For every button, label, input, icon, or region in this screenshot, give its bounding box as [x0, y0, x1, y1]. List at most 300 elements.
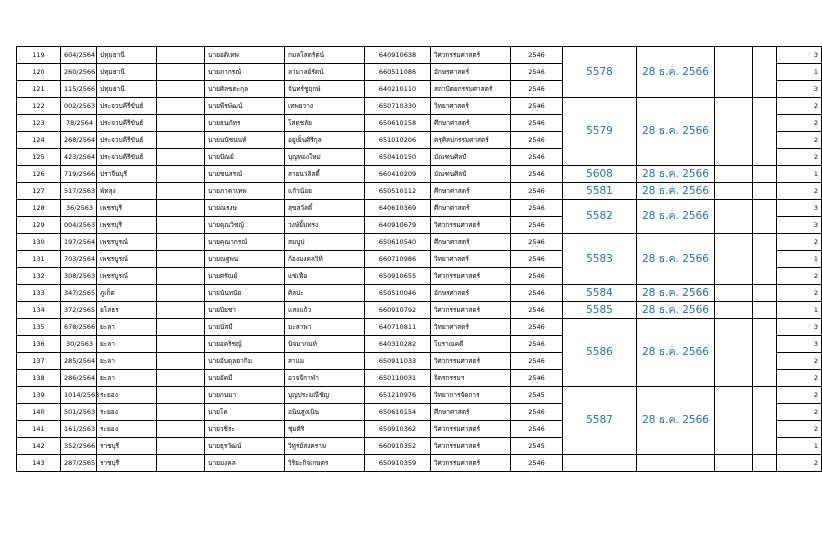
count-cell: 3 — [777, 47, 822, 64]
faculty-cell: วิทยาการจัดการ — [431, 387, 511, 404]
empty-cell — [715, 166, 753, 183]
row-number-cell: 134 — [17, 302, 61, 319]
count-cell: 3 — [777, 200, 822, 217]
table-body — [17, 47, 822, 472]
table-row — [17, 47, 822, 64]
count-cell: 1 — [777, 438, 822, 455]
empty-cell — [157, 285, 205, 302]
receipt-date-cell: 28 ธ.ค. 2566 — [637, 302, 715, 319]
table-row — [17, 166, 822, 183]
count-cell: 2 — [777, 115, 822, 132]
student-id-cell: 650910362 — [365, 421, 431, 438]
receipt-date-cell: 28 ธ.ค. 2566 — [637, 47, 715, 98]
count-cell: 2 — [777, 183, 822, 200]
empty-cell — [753, 234, 777, 285]
student-id-cell: 651210976 — [365, 387, 431, 404]
province-cell: เพชรบูรณ์ — [97, 234, 157, 251]
document-number-cell: 78/2564 — [61, 115, 97, 132]
first-name-cell: นายอับดุลฮากิม — [205, 353, 285, 370]
year-cell: 2546 — [511, 183, 563, 200]
year-cell: 2546 — [511, 149, 563, 166]
empty-cell — [157, 234, 205, 251]
province-cell: ปราจีนบุรี — [97, 166, 157, 183]
table-row — [17, 319, 822, 336]
empty-cell — [157, 353, 205, 370]
faculty-cell: วิศวกรรมศาสตร์ — [431, 455, 511, 472]
row-number-cell: 130 — [17, 234, 61, 251]
faculty-cell: ศึกษาศาสตร์ — [431, 183, 511, 200]
province-cell: เพชรบุรี — [97, 200, 157, 217]
first-name-cell: นายพีรพัฒน์ — [205, 98, 285, 115]
faculty-cell: วิศวกรรมศาสตร์ — [431, 438, 511, 455]
first-name-cell: นายปัณย์ — [205, 149, 285, 166]
province-cell: เพชรบูรณ์ — [97, 268, 157, 285]
empty-cell — [753, 98, 777, 166]
count-cell: 2 — [777, 370, 822, 387]
document-number-cell: 260/2566 — [61, 64, 97, 81]
document-number-cell: 268/2564 — [61, 132, 97, 149]
faculty-cell: สถาปัตยกรรมศาสตร์ — [431, 81, 511, 98]
empty-cell — [157, 64, 205, 81]
row-number-cell: 132 — [17, 268, 61, 285]
student-id-cell: 650110031 — [365, 370, 431, 387]
table-row — [17, 98, 822, 115]
row-number-cell: 131 — [17, 251, 61, 268]
document-number-cell: 352/2566 — [61, 438, 97, 455]
faculty-cell: โบราณคดี — [431, 336, 511, 353]
last-name-cell: ชุ่มศิริ — [285, 421, 365, 438]
document-number-cell: 36/2563 — [61, 200, 97, 217]
count-cell: 3 — [777, 336, 822, 353]
year-cell: 2546 — [511, 115, 563, 132]
faculty-cell: ศึกษาศาสตร์ — [431, 200, 511, 217]
first-name-cell: นายณฐพน — [205, 251, 285, 268]
empty-cell — [157, 149, 205, 166]
row-number-cell: 135 — [17, 319, 61, 336]
year-cell: 2546 — [511, 98, 563, 115]
province-cell: พัทลุง — [97, 183, 157, 200]
year-cell: 2545 — [511, 387, 563, 404]
last-name-cell: อยู่เย็นศิริกุล — [285, 132, 365, 149]
receipt-date-cell: 28 ธ.ค. 2566 — [637, 285, 715, 302]
first-name-cell: นายธุรวัฒน์ — [205, 438, 285, 455]
first-name-cell: นายอดิเทพ — [205, 47, 285, 64]
year-cell: 2546 — [511, 251, 563, 268]
year-cell: 2546 — [511, 370, 563, 387]
row-number-cell: 125 — [17, 149, 61, 166]
empty-cell — [753, 183, 777, 200]
empty-cell — [157, 387, 205, 404]
count-cell: 2 — [777, 285, 822, 302]
receipt-number-cell: 5581 — [563, 183, 637, 200]
document-number-cell: 197/2564 — [61, 234, 97, 251]
province-cell: ปทุมธานี — [97, 47, 157, 64]
receipt-date-cell: 28 ธ.ค. 2566 — [637, 183, 715, 200]
empty-cell — [715, 455, 753, 472]
empty-cell — [157, 217, 205, 234]
province-cell: ประจวบคีรีขันธ์ — [97, 149, 157, 166]
province-cell: ภูเก็ต — [97, 285, 157, 302]
row-number-cell: 138 — [17, 370, 61, 387]
table-row — [17, 455, 822, 472]
faculty-cell: อักษรศาสตร์ — [431, 285, 511, 302]
empty-cell — [157, 115, 205, 132]
empty-cell — [753, 166, 777, 183]
first-name-cell: นายคุณากรณ์ — [205, 234, 285, 251]
student-id-cell: 650710330 — [365, 98, 431, 115]
last-name-cell: วิทูรย์สงคราม — [285, 438, 365, 455]
last-name-cell: โสดชลัย — [285, 115, 365, 132]
empty-cell — [157, 166, 205, 183]
student-id-cell: 650610158 — [365, 115, 431, 132]
row-number-cell: 139 — [17, 387, 61, 404]
province-cell: ประจวบคีรีขันธ์ — [97, 115, 157, 132]
row-number-cell: 140 — [17, 404, 61, 421]
row-number-cell: 120 — [17, 64, 61, 81]
empty-cell — [715, 285, 753, 302]
count-cell: 2 — [777, 98, 822, 115]
faculty-cell: ศึกษาศาสตร์ — [431, 404, 511, 421]
receipt-number-cell: 5587 — [563, 387, 637, 455]
row-number-cell: 119 — [17, 47, 61, 64]
faculty-cell: วิศวกรรมศาสตร์ — [431, 302, 511, 319]
empty-cell — [157, 183, 205, 200]
empty-cell — [753, 387, 777, 455]
count-cell: 2 — [777, 387, 822, 404]
empty-cell — [157, 370, 205, 387]
province-cell: ปทุมธานี — [97, 64, 157, 81]
year-cell: 2546 — [511, 47, 563, 64]
table-row — [17, 302, 822, 319]
last-name-cell: ลามาลย์รัตน์ — [285, 64, 365, 81]
student-id-cell: 640910679 — [365, 217, 431, 234]
faculty-cell: วิทยาศาสตร์ — [431, 251, 511, 268]
faculty-cell: ครุศิลปกรรมศาสตร์ — [431, 132, 511, 149]
receipt-number-cell: 5585 — [563, 302, 637, 319]
receipt-date-cell: 28 ธ.ค. 2566 — [637, 98, 715, 166]
row-number-cell: 133 — [17, 285, 61, 302]
faculty-cell: วิศวกรรมศาสตร์ — [431, 217, 511, 234]
student-id-cell: 640210110 — [365, 81, 431, 98]
year-cell: 2546 — [511, 353, 563, 370]
empty-cell — [157, 319, 205, 336]
province-cell: ยะลา — [97, 353, 157, 370]
first-name-cell: นายอัคมี — [205, 370, 285, 387]
empty-cell — [715, 200, 753, 234]
first-name-cell: นายณรงษ — [205, 200, 285, 217]
province-cell: ประจวบคีรีขันธ์ — [97, 132, 157, 149]
table-row — [17, 200, 822, 217]
document-number-cell: 161/2563 — [61, 421, 97, 438]
document-number-cell: 604/2564 — [61, 47, 97, 64]
last-name-cell: สายนวลิสดี้ — [285, 166, 365, 183]
count-cell: 3 — [777, 319, 822, 336]
province-cell: ยะลา — [97, 370, 157, 387]
receipt-date-cell: 28 ธ.ค. 2566 — [637, 319, 715, 387]
empty-cell — [715, 47, 753, 98]
year-cell: 2546 — [511, 302, 563, 319]
receipt-date-cell: 28 ธ.ค. 2566 — [637, 234, 715, 285]
faculty-cell: วิศวกรรมศาสตร์ — [431, 47, 511, 64]
empty-cell — [753, 319, 777, 387]
first-name-cell: นายชนสรณ์ — [205, 166, 285, 183]
receipt-number-cell: 5584 — [563, 285, 637, 302]
document-number-cell: 115/2566 — [61, 81, 97, 98]
province-cell: ระยอง — [97, 404, 157, 421]
empty-cell — [157, 455, 205, 472]
year-cell: 2546 — [511, 268, 563, 285]
year-cell: 2546 — [511, 421, 563, 438]
last-name-cell: บุญประมณีชัญ — [285, 387, 365, 404]
count-cell: 2 — [777, 268, 822, 285]
student-id-cell: 650410150 — [365, 149, 431, 166]
student-id-cell: 660910792 — [365, 302, 431, 319]
count-cell: 1 — [777, 166, 822, 183]
receipt-number-cell: 5583 — [563, 234, 637, 285]
empty-cell — [157, 81, 205, 98]
table-row — [17, 387, 822, 404]
row-number-cell: 126 — [17, 166, 61, 183]
empty-cell — [715, 387, 753, 455]
first-name-cell: นายนัสมี — [205, 319, 285, 336]
student-id-cell: 650510112 — [365, 183, 431, 200]
year-cell: 2546 — [511, 404, 563, 421]
student-id-cell: 650610154 — [365, 404, 431, 421]
empty-cell — [157, 251, 205, 268]
student-id-cell: 660910352 — [365, 438, 431, 455]
empty-cell — [157, 438, 205, 455]
empty-cell — [637, 455, 715, 472]
last-name-cell: จันทร์ชูฤกษ์ — [285, 81, 365, 98]
last-name-cell: นิจมากนท์ — [285, 336, 365, 353]
empty-cell — [715, 183, 753, 200]
year-cell: 2546 — [511, 455, 563, 472]
document-number-cell: 372/2565 — [61, 302, 97, 319]
student-id-cell: 650911033 — [365, 353, 431, 370]
province-cell: ยโสธร — [97, 302, 157, 319]
student-id-cell: 650610540 — [365, 234, 431, 251]
count-cell: 2 — [777, 234, 822, 251]
year-cell: 2546 — [511, 336, 563, 353]
first-name-cell: นายนนัชนนท์ — [205, 132, 285, 149]
row-number-cell: 129 — [17, 217, 61, 234]
document-number-cell: 002/2563 — [61, 98, 97, 115]
student-id-cell: 650910359 — [365, 455, 431, 472]
empty-cell — [563, 455, 637, 472]
last-name-cell: ศิลปะ — [285, 285, 365, 302]
empty-cell — [157, 200, 205, 217]
first-name-cell: นายภากรณ์ — [205, 64, 285, 81]
student-table — [16, 46, 822, 472]
last-name-cell: สาแม — [285, 353, 365, 370]
empty-cell — [753, 302, 777, 319]
count-cell: 2 — [777, 421, 822, 438]
first-name-cell: นายอคริชญ์ — [205, 336, 285, 353]
row-number-cell: 143 — [17, 455, 61, 472]
receipt-number-cell: 5579 — [563, 98, 637, 166]
faculty-cell: ศึกษาศาสตร์ — [431, 234, 511, 251]
row-number-cell: 141 — [17, 421, 61, 438]
empty-cell — [157, 336, 205, 353]
faculty-cell: วิศวกรรมศาสตร์ — [431, 353, 511, 370]
year-cell: 2546 — [511, 64, 563, 81]
empty-cell — [157, 404, 205, 421]
last-name-cell: วงษ์ยิ้มทรง — [285, 217, 365, 234]
empty-cell — [157, 132, 205, 149]
faculty-cell: ศึกษาศาสตร์ — [431, 115, 511, 132]
last-name-cell: กมลโสตรัตน์ — [285, 47, 365, 64]
province-cell: เพชรบูรณ์ — [97, 251, 157, 268]
year-cell: 2545 — [511, 438, 563, 455]
last-name-cell: อาจจีกาฬา — [285, 370, 365, 387]
empty-cell — [753, 285, 777, 302]
student-id-cell: 640910638 — [365, 47, 431, 64]
last-name-cell: มะสาพา — [285, 319, 365, 336]
empty-cell — [157, 47, 205, 64]
empty-cell — [157, 98, 205, 115]
faculty-cell: อักษรศาสตร์ — [431, 64, 511, 81]
document-number-cell: 423/2564 — [61, 149, 97, 166]
table-row — [17, 285, 822, 302]
document-number-cell: 678/2566 — [61, 319, 97, 336]
last-name-cell: แสงแก้ว — [285, 302, 365, 319]
last-name-cell: สุขสวัสดิ์ — [285, 200, 365, 217]
year-cell: 2546 — [511, 319, 563, 336]
count-cell: 2 — [777, 404, 822, 421]
document-number-cell: 004/2563 — [61, 217, 97, 234]
table-row — [17, 183, 822, 200]
last-name-cell: วิริยะกิจเกษตร — [285, 455, 365, 472]
year-cell: 2546 — [511, 217, 563, 234]
faculty-cell: วิทยาศาสตร์ — [431, 98, 511, 115]
last-name-cell: แซ่เฟือ — [285, 268, 365, 285]
province-cell: เพชรบุรี — [97, 217, 157, 234]
first-name-cell: นายโค — [205, 404, 285, 421]
count-cell: 3 — [777, 81, 822, 98]
last-name-cell: เทพยวาง — [285, 98, 365, 115]
student-id-cell: 660410209 — [365, 166, 431, 183]
row-number-cell: 128 — [17, 200, 61, 217]
student-id-cell: 640710811 — [365, 319, 431, 336]
first-name-cell: นายปิยชา — [205, 302, 285, 319]
first-name-cell: นายวชิระ — [205, 421, 285, 438]
faculty-cell: วิทยาศาสตร์ — [431, 319, 511, 336]
empty-cell — [157, 268, 205, 285]
empty-cell — [715, 234, 753, 285]
first-name-cell: นายภาคาเทพ — [205, 183, 285, 200]
faculty-cell: จิตรกรรมฯ — [431, 370, 511, 387]
student-id-cell: 640310282 — [365, 336, 431, 353]
empty-cell — [715, 302, 753, 319]
first-name-cell: นายศิลขตะกุล — [205, 81, 285, 98]
faculty-cell: วิศวกรรมศาสตร์ — [431, 268, 511, 285]
student-id-cell: 651010206 — [365, 132, 431, 149]
faculty-cell: มัณฑนศิลป์ — [431, 166, 511, 183]
count-cell: 1 — [777, 302, 822, 319]
empty-cell — [753, 455, 777, 472]
province-cell: ยะลา — [97, 336, 157, 353]
empty-cell — [715, 98, 753, 166]
last-name-cell: บุญทองใหม่ — [285, 149, 365, 166]
province-cell: ประจวบคีรีขันธ์ — [97, 98, 157, 115]
document-number-cell: 347/2565 — [61, 285, 97, 302]
table-row — [17, 234, 822, 251]
province-cell: ระยอง — [97, 387, 157, 404]
receipt-date-cell: 28 ธ.ค. 2566 — [637, 387, 715, 455]
document-number-cell: 286/2564 — [61, 370, 97, 387]
last-name-cell: แก้วน้อย — [285, 183, 365, 200]
row-number-cell: 142 — [17, 438, 61, 455]
faculty-cell: มัณฑนศิลป์ — [431, 149, 511, 166]
receipt-number-cell: 5608 — [563, 166, 637, 183]
receipt-number-cell: 5586 — [563, 319, 637, 387]
first-name-cell: นายคุณวิชญ์ — [205, 217, 285, 234]
document-number-cell: 30/2563 — [61, 336, 97, 353]
document-number-cell: 501/2563 — [61, 404, 97, 421]
count-cell: 2 — [777, 353, 822, 370]
first-name-cell: นายกนมา — [205, 387, 285, 404]
document-number-cell: 703/2564 — [61, 251, 97, 268]
count-cell: 1 — [777, 251, 822, 268]
student-id-cell: 650910655 — [365, 268, 431, 285]
province-cell: ยะลา — [97, 319, 157, 336]
province-cell: ราชบุรี — [97, 438, 157, 455]
count-cell: 2 — [777, 132, 822, 149]
count-cell: 3 — [777, 217, 822, 234]
empty-cell — [753, 200, 777, 234]
row-number-cell: 123 — [17, 115, 61, 132]
province-cell: ระยอง — [97, 421, 157, 438]
document-number-cell: 285/2564 — [61, 353, 97, 370]
first-name-cell: นายธนภัทร — [205, 115, 285, 132]
last-name-cell: อนินสูงเนิน — [285, 404, 365, 421]
count-cell: 1 — [777, 64, 822, 81]
document-number-cell: 1014/2563 — [61, 387, 97, 404]
row-number-cell: 136 — [17, 336, 61, 353]
row-number-cell: 122 — [17, 98, 61, 115]
student-id-cell: 650510046 — [365, 285, 431, 302]
first-name-cell: นายมงคล — [205, 455, 285, 472]
student-id-cell: 660511086 — [365, 64, 431, 81]
empty-cell — [157, 302, 205, 319]
province-cell: ราชบุรี — [97, 455, 157, 472]
faculty-cell: วิศวกรรมศาสตร์ — [431, 421, 511, 438]
row-number-cell: 124 — [17, 132, 61, 149]
document-number-cell: 287/2565 — [61, 455, 97, 472]
empty-cell — [715, 319, 753, 387]
receipt-date-cell: 28 ธ.ค. 2566 — [637, 166, 715, 183]
document-number-cell: 517/2563 — [61, 183, 97, 200]
empty-cell — [157, 421, 205, 438]
year-cell: 2546 — [511, 81, 563, 98]
student-id-cell: 640610369 — [365, 200, 431, 217]
row-number-cell: 127 — [17, 183, 61, 200]
last-name-cell: ก้องมงคลวิทิ — [285, 251, 365, 268]
receipt-number-cell: 5578 — [563, 47, 637, 98]
province-cell: ปทุมธานี — [97, 81, 157, 98]
year-cell: 2546 — [511, 200, 563, 217]
receipt-number-cell: 5582 — [563, 200, 637, 234]
student-id-cell: 660710986 — [365, 251, 431, 268]
count-cell: 2 — [777, 149, 822, 166]
empty-cell — [753, 47, 777, 98]
first-name-cell: นายศรัณย์ — [205, 268, 285, 285]
row-number-cell: 121 — [17, 81, 61, 98]
year-cell: 2546 — [511, 132, 563, 149]
document-number-cell: 719/2566 — [61, 166, 97, 183]
count-cell: 2 — [777, 455, 822, 472]
year-cell: 2546 — [511, 234, 563, 251]
